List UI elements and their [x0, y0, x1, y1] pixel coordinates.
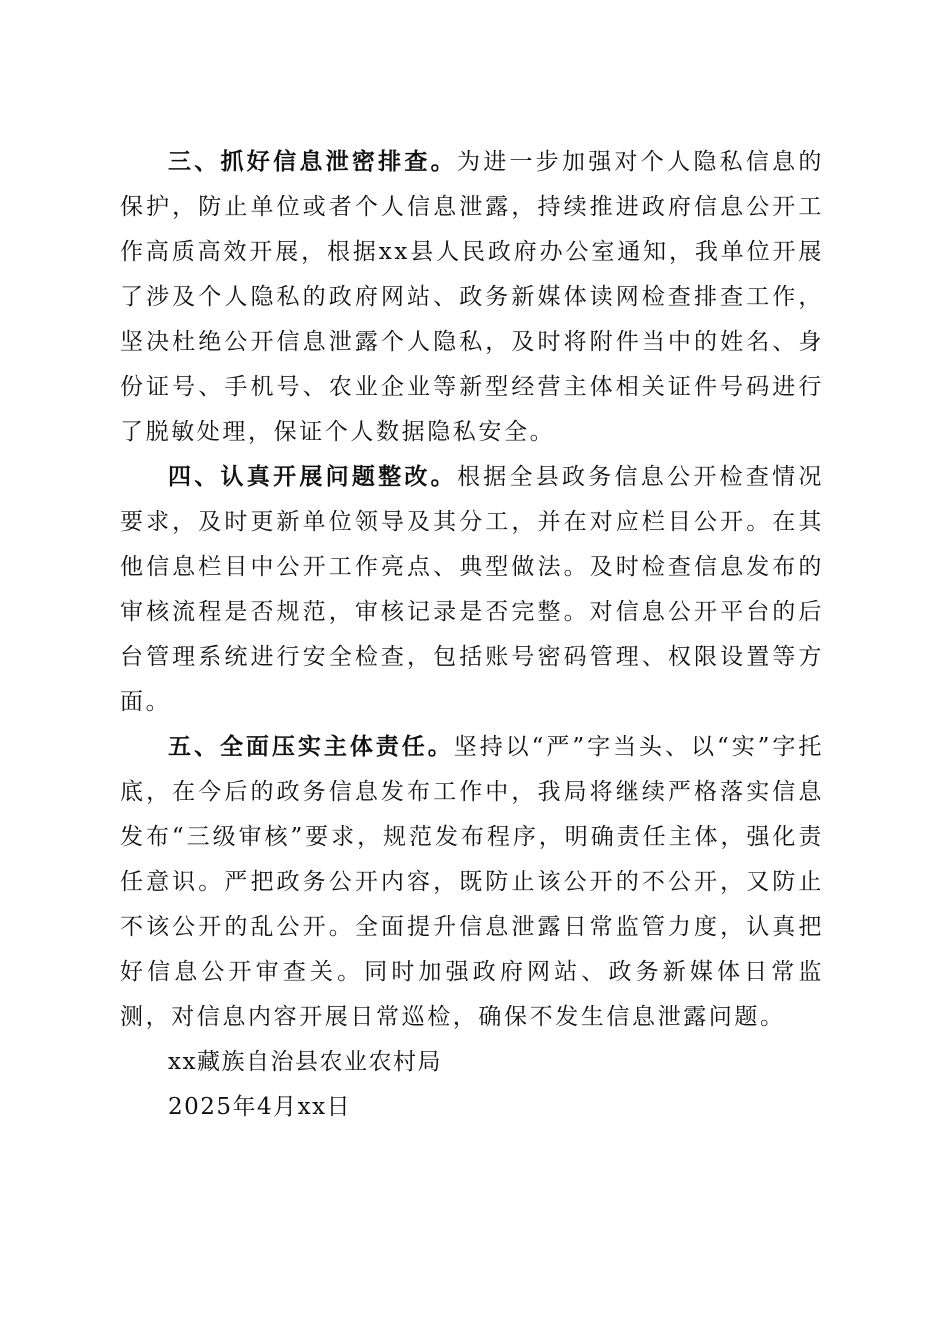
section-four-paragraph: [120, 455, 824, 725]
section-five-heading: 五、全面压实主体责任。: [168, 734, 454, 760]
section-five-paragraph: [120, 725, 824, 1040]
section-three-paragraph: [120, 140, 824, 455]
section-three-heading: 三、抓好信息泄密排查。: [168, 149, 457, 175]
section-three-body: 为进一步加强对个人隐私信息的保护，防止单位或者个人信息泄露，持续推进政府信息公开工作高质高效开展，根据xx县人民政府办公室通知，我单位开展了涉及个人隐私的政府网站、政务新媒体读网检查排查工作，坚决杜绝公开信息泄露个人隐私，及时将附件当中的姓名、身份证号、手机号、农业企业等新型经营主体相关证件号码进行了脱敏处理，保证个人数据隐私安全。: [120, 149, 824, 445]
document-page: [120, 140, 824, 1130]
signature-date: 2025年4月xx日: [168, 1094, 352, 1120]
section-five-body: 坚持以“严”字当头、以“实”字托底，在今后的政务信息发布工作中，我局将继续严格落实信息发布“三级审核”要求，规范发布程序，明确责任主体，强化责任意识。严把政务公开内容，既防止该公开的不公开，又防止不该公开的乱公开。全面提升信息泄露日常监管力度，认真把好信息公开审查关。同时加强政府网站、政务新媒体日常监测，对信息内容开展日常巡检，确保不发生信息泄露问题。: [120, 734, 824, 1030]
section-four-body: 根据全县政务信息公开检查情况要求，及时更新单位领导及其分工，并在对应栏目公开。在其他信息栏目中公开工作亮点、典型做法。及时检查信息发布的审核流程是否规范，审核记录是否完整。对信息公开平台的后台管理系统进行安全检查，包括账号密码管理、权限设置等方面。: [120, 464, 824, 715]
section-four-heading: 四、认真开展问题整改。: [168, 464, 457, 490]
signature-organization: xx藏族自治县农业农村局: [168, 1049, 442, 1075]
